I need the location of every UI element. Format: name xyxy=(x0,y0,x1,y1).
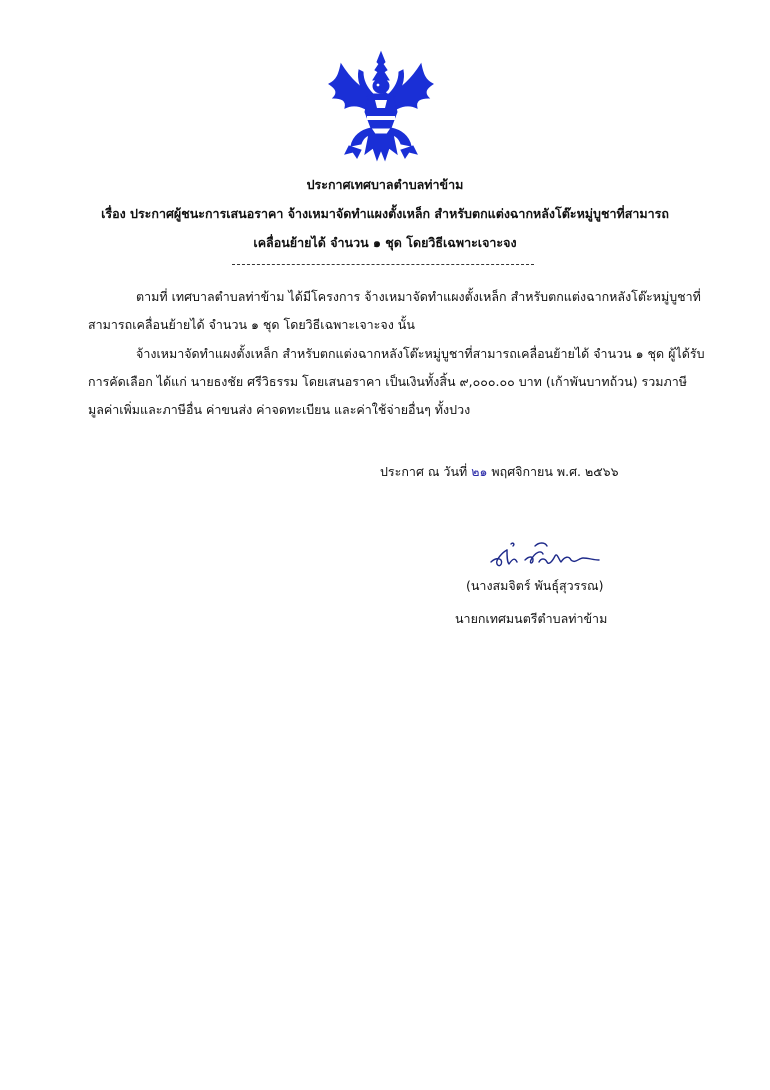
paragraph-2-text: จ้างเหมาจัดทำแผงตั้งเหล็ก สำหรับตกแต่งฉากหลังโต๊ะหมู่บูชาที่สามารถเคลื่อนย้ายได้ จำนวน ๑ ชุด ผู้ได้รับการคัดเลือก ได้แก่ นายธงชัย ศรีวิธรรม โดยเสนอราคา เป็นเงินทั้งสิ้น ๙,๐๐๐.๐๐ บาท (เก้าพันบาทถ้วน) รวมภาษีมูลค่าเพิ่มและภาษีอื่น ค่าขนส่ง ค่าจดทะเบียน และค่าใช้จ่ายอื่นๆ ทั้งปวง xyxy=(88,346,705,417)
body-paragraph-2 xyxy=(88,340,708,424)
divider-line xyxy=(232,264,534,265)
body-paragraph-1 xyxy=(88,283,708,339)
announcement-prefix: ประกาศ ณ วันที่ xyxy=(380,464,468,479)
announcement-month-year: พฤศจิกายน พ.ศ. ๒๕๖๖ xyxy=(491,464,619,479)
handwritten-signature-icon xyxy=(485,538,605,574)
announcement-day: ๒๑ xyxy=(471,464,488,479)
announcement-date xyxy=(380,462,619,482)
garuda-emblem-icon xyxy=(321,50,441,165)
signer-title: นายกเทศมนตรีตำบลท่าข้าม xyxy=(455,611,608,626)
document-subject-line-2: เคลื่อนย้ายได้ จำนวน ๑ ชุด โดยวิธีเฉพาะเจาะจง xyxy=(253,235,517,250)
signer-name: (นางสมจิตร์ พันธุ์สุวรรณ) xyxy=(466,578,604,593)
document-subject-line-1: เรื่อง ประกาศผู้ชนะการเสนอราคา จ้างเหมาจัดทำแผงตั้งเหล็ก สำหรับตกแต่งฉากหลังโต๊ะหมู่บูชาที่สามารถ xyxy=(101,206,669,221)
document-heading: ประกาศเทศบาลตำบลท่าข้าม xyxy=(306,177,464,192)
paragraph-1-text: ตามที่ เทศบาลตำบลท่าข้าม ได้มีโครงการ จ้างเหมาจัดทำแผงตั้งเหล็ก สำหรับตกแต่งฉากหลังโต๊ะหมู่บูชาที่สามารถเคลื่อนย้ายได้ จำนวน ๑ ชุด โดยวิธีเฉพาะเจาะจง นั้น xyxy=(88,289,701,332)
